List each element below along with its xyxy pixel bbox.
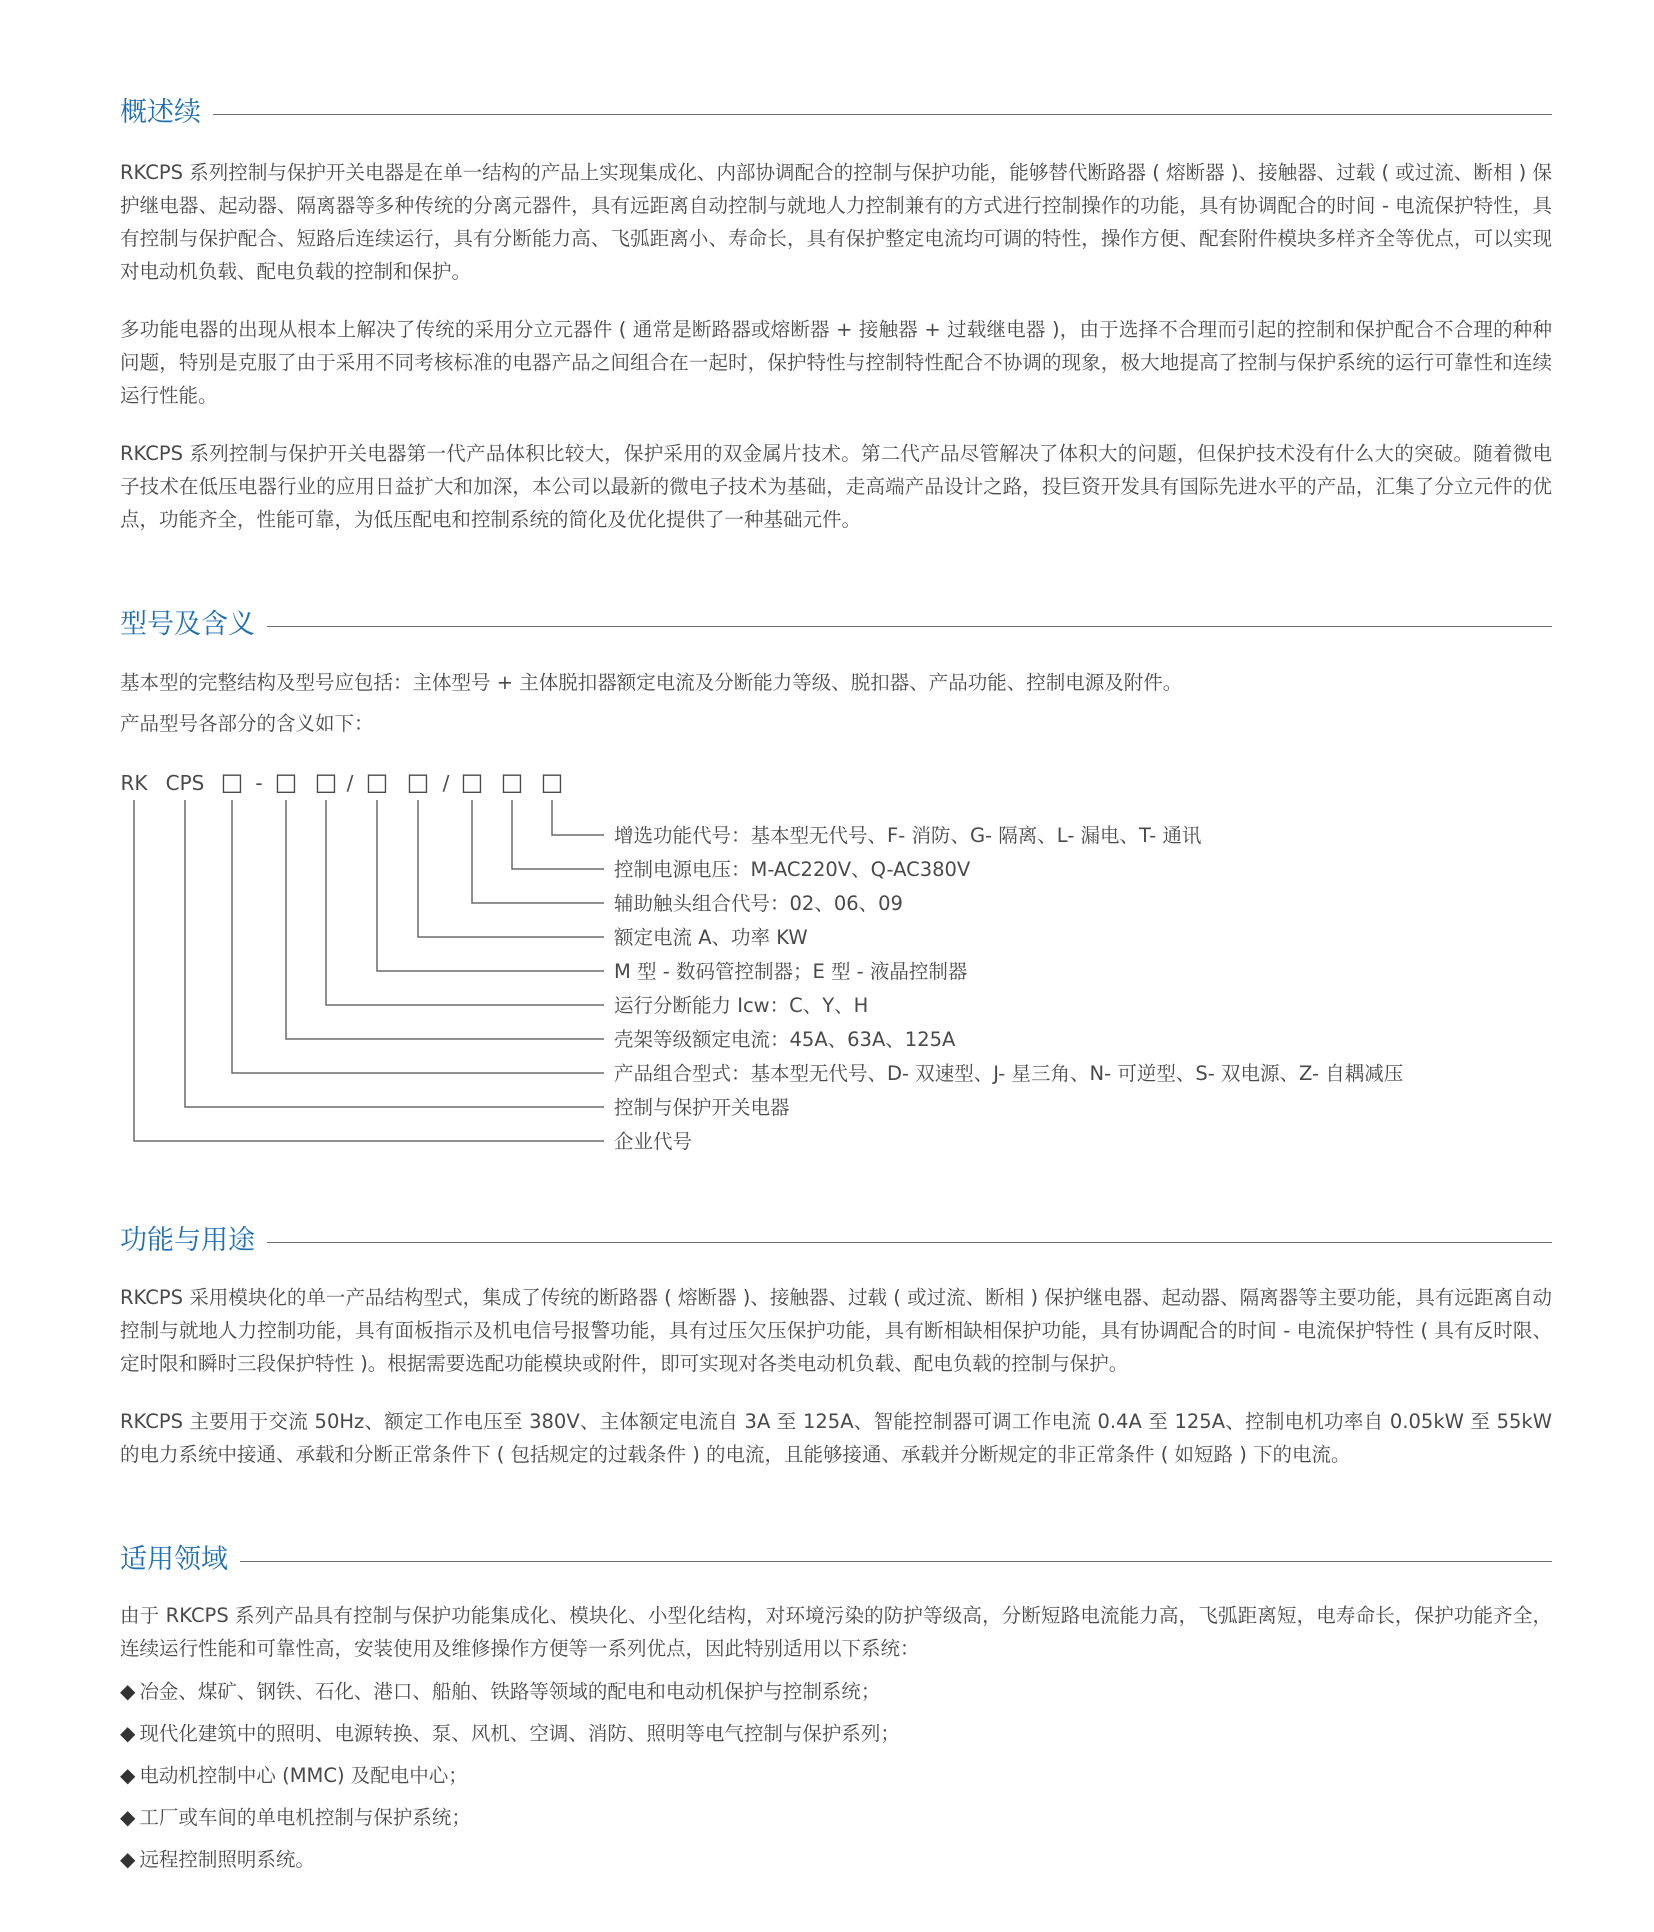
section-function-header: [120, 1221, 1552, 1261]
leader-line: [512, 800, 604, 869]
diamond-bullet-icon: ◆: [120, 1847, 136, 1871]
section-overview-header: [120, 93, 1552, 133]
section-rule: [120, 1242, 1552, 1243]
application-intro: 由于 RKCPS 系列产品具有控制与保护功能集成化、模块化、小型化结构，对环境污染的防护等级高，分断短路电流能力高，飞弧距离短，电寿命长，保护功能齐全，连续运行性能和可靠性高，安装使用及维修操作方便等一系列优点，因此特别适用以下系统：: [120, 1604, 1552, 1660]
section-application-header: [120, 1540, 1552, 1580]
leader-line: [185, 800, 604, 1107]
leader-line: [134, 800, 604, 1141]
model-intro-line-1: 基本型的完整结构及型号应包括：主体型号 + 主体脱扣器额定电流及分断能力等级、脱扣器、产品功能、控制电源及附件。: [120, 671, 1183, 694]
model-meaning-label: 增选功能代号：基本型无代号、F- 消防、G- 隔离、L- 漏电、T- 通讯: [614, 824, 1202, 847]
leader-line: [286, 800, 604, 1039]
code-placeholder-box: □: [540, 768, 564, 796]
model-meaning-label: 企业代号: [614, 1130, 693, 1153]
code-placeholder-box: □: [365, 768, 389, 796]
application-list-item: ◆ 工厂或车间的单电机控制与保护系统；: [120, 1805, 471, 1829]
leader-line: [326, 800, 604, 1005]
code-placeholder-box: □: [500, 768, 524, 796]
application-list-item: ◆ 远程控制照明系统。: [120, 1847, 315, 1871]
section-title-function: 功能与用途: [120, 1221, 267, 1261]
code-part: /: [442, 771, 450, 795]
leader-line: [552, 800, 604, 835]
code-part: CPS: [165, 771, 205, 795]
section-title-overview: 概述续: [120, 93, 213, 133]
section-title-model: 型号及含义: [120, 605, 267, 645]
overview-paragraph-1: RKCPS 系列控制与保护开关电器是在单一结构的产品上实现集成化、内部协调配合的控制与保护功能，能够替代断路器 ( 熔断器 )、接触器、过载 ( 或过流、断相 ) 保护继电器、起动器、隔离器等多种传统的分离元器件，具有远距离自动控制与就地人力控制兼有的方式进行控制操作的功能，具有协调配合的时间 - 电流保护特性，具有控制与保护配合、短路后连续运行，具有分断能力高、飞弧距离小、寿命长，具有保护整定电流均可调的特性，操作方便、配套附件模块多样齐全等优点，可以实现对电动机负载、配电负载的控制和保护。: [120, 161, 1552, 283]
code-placeholder-box: □: [406, 768, 430, 796]
overview-paragraph-3: RKCPS 系列控制与保护开关电器第一代产品体积比较大，保护采用的双金属片技术。第二代产品尽管解决了体积大的问题，但保护技术没有什么大的突破。随着微电子技术在低压电器行业的应用日益扩大和加深，本公司以最新的微电子技术为基础，走高端产品设计之路，投巨资开发具有国际先进水平的产品，汇集了分立元件的优点，功能齐全，性能可靠，为低压配电和控制系统的简化及优化提供了一种基础元件。: [120, 442, 1552, 531]
section-model-header: [120, 605, 1552, 645]
model-meaning-label: 产品组合型式：基本型无代号、D- 双速型、J- 星三角、N- 可逆型、S- 双电源、Z- 自耦减压: [614, 1062, 1404, 1085]
model-meaning-label: M 型 - 数码管控制器；E 型 - 液晶控制器: [614, 960, 968, 983]
model-meaning-label: 辅助触头组合代号：02、06、09: [614, 892, 903, 915]
code-placeholder-box: □: [274, 768, 298, 796]
section-title-application: 适用领域: [120, 1540, 240, 1580]
model-meaning-label: 控制电源电压：M-AC220V、Q-AC380V: [614, 858, 971, 881]
section-rule: [120, 1561, 1552, 1562]
leader-line: [472, 800, 604, 903]
leader-line: [418, 800, 604, 937]
code-placeholder-box: □: [460, 768, 484, 796]
code-placeholder-box: □: [220, 768, 244, 796]
application-list-item: ◆ 现代化建筑中的照明、电源转换、泵、风机、空调、消防、照明等电气控制与保护系列；: [120, 1721, 900, 1745]
diamond-bullet-icon: ◆: [120, 1721, 136, 1745]
code-placeholder-box: □: [314, 768, 338, 796]
model-meaning-label: 壳架等级额定电流：45A、63A、125A: [614, 1028, 956, 1051]
model-meaning-label: 控制与保护开关电器: [614, 1096, 790, 1119]
diamond-bullet-icon: ◆: [120, 1763, 136, 1787]
application-list-item: ◆ 电动机控制中心 (MMC) 及配电中心；: [120, 1763, 468, 1787]
model-meaning-label: 额定电流 A、功率 KW: [614, 926, 808, 949]
code-part: -: [255, 771, 263, 795]
function-paragraph-1: RKCPS 采用模块化的单一产品结构型式，集成了传统的断路器 ( 熔断器 )、接触器、过载 ( 或过流、断相 ) 保护继电器、起动器、隔离器等主要功能，具有远距离自动控制与就地人力控制功能，具有面板指示及机电信号报警功能，具有过压欠压保护功能，具有断相缺相保护功能，具有协调配合的时间 - 电流保护特性 ( 具有反时限、定时限和瞬时三段保护特性 )。根据需要选配功能模块或附件，即可实现对各类电动机负载、配电负载的控制与保护。: [120, 1286, 1552, 1375]
function-paragraph-2: RKCPS 主要用于交流 50Hz、额定工作电压至 380V、主体额定电流自 3A 至 125A、智能控制器可调工作电流 0.4A 至 125A、控制电机功率自 0.05kW 至 55kW 的电力系统中接通、承载和分断正常条件下 ( 包括规定的过载条件 ) 的电流，且能够接通、承载并分断规定的非正常条件 ( 如短路 ) 下的电流。: [120, 1410, 1552, 1466]
code-part: RK: [120, 771, 148, 795]
model-meaning-label: 运行分断能力 Icw：C、Y、H: [614, 994, 869, 1017]
leader-line: [232, 800, 604, 1073]
section-rule: [120, 114, 1552, 115]
application-list-item: ◆ 冶金、煤矿、钢铁、石化、港口、船舶、铁路等领域的配电和电动机保护与控制系统；: [120, 1679, 881, 1703]
leader-line: [377, 800, 604, 971]
model-intro-line-2: 产品型号各部分的含义如下：: [120, 712, 374, 735]
diamond-bullet-icon: ◆: [120, 1679, 136, 1703]
section-rule: [120, 626, 1552, 627]
code-part: /: [346, 771, 354, 795]
diamond-bullet-icon: ◆: [120, 1805, 136, 1829]
overview-paragraph-2: 多功能电器的出现从根本上解决了传统的采用分立元器件 ( 通常是断路器或熔断器 + 接触器 + 过载继电器 )，由于选择不合理而引起的控制和保护配合不合理的种种问题，特别是克服了由于采用不同考核标准的电器产品之间组合在一起时，保护特性与控制特性配合不协调的现象，极大地提高了控制与保护系统的运行可靠性和连续运行性能。: [120, 318, 1552, 407]
